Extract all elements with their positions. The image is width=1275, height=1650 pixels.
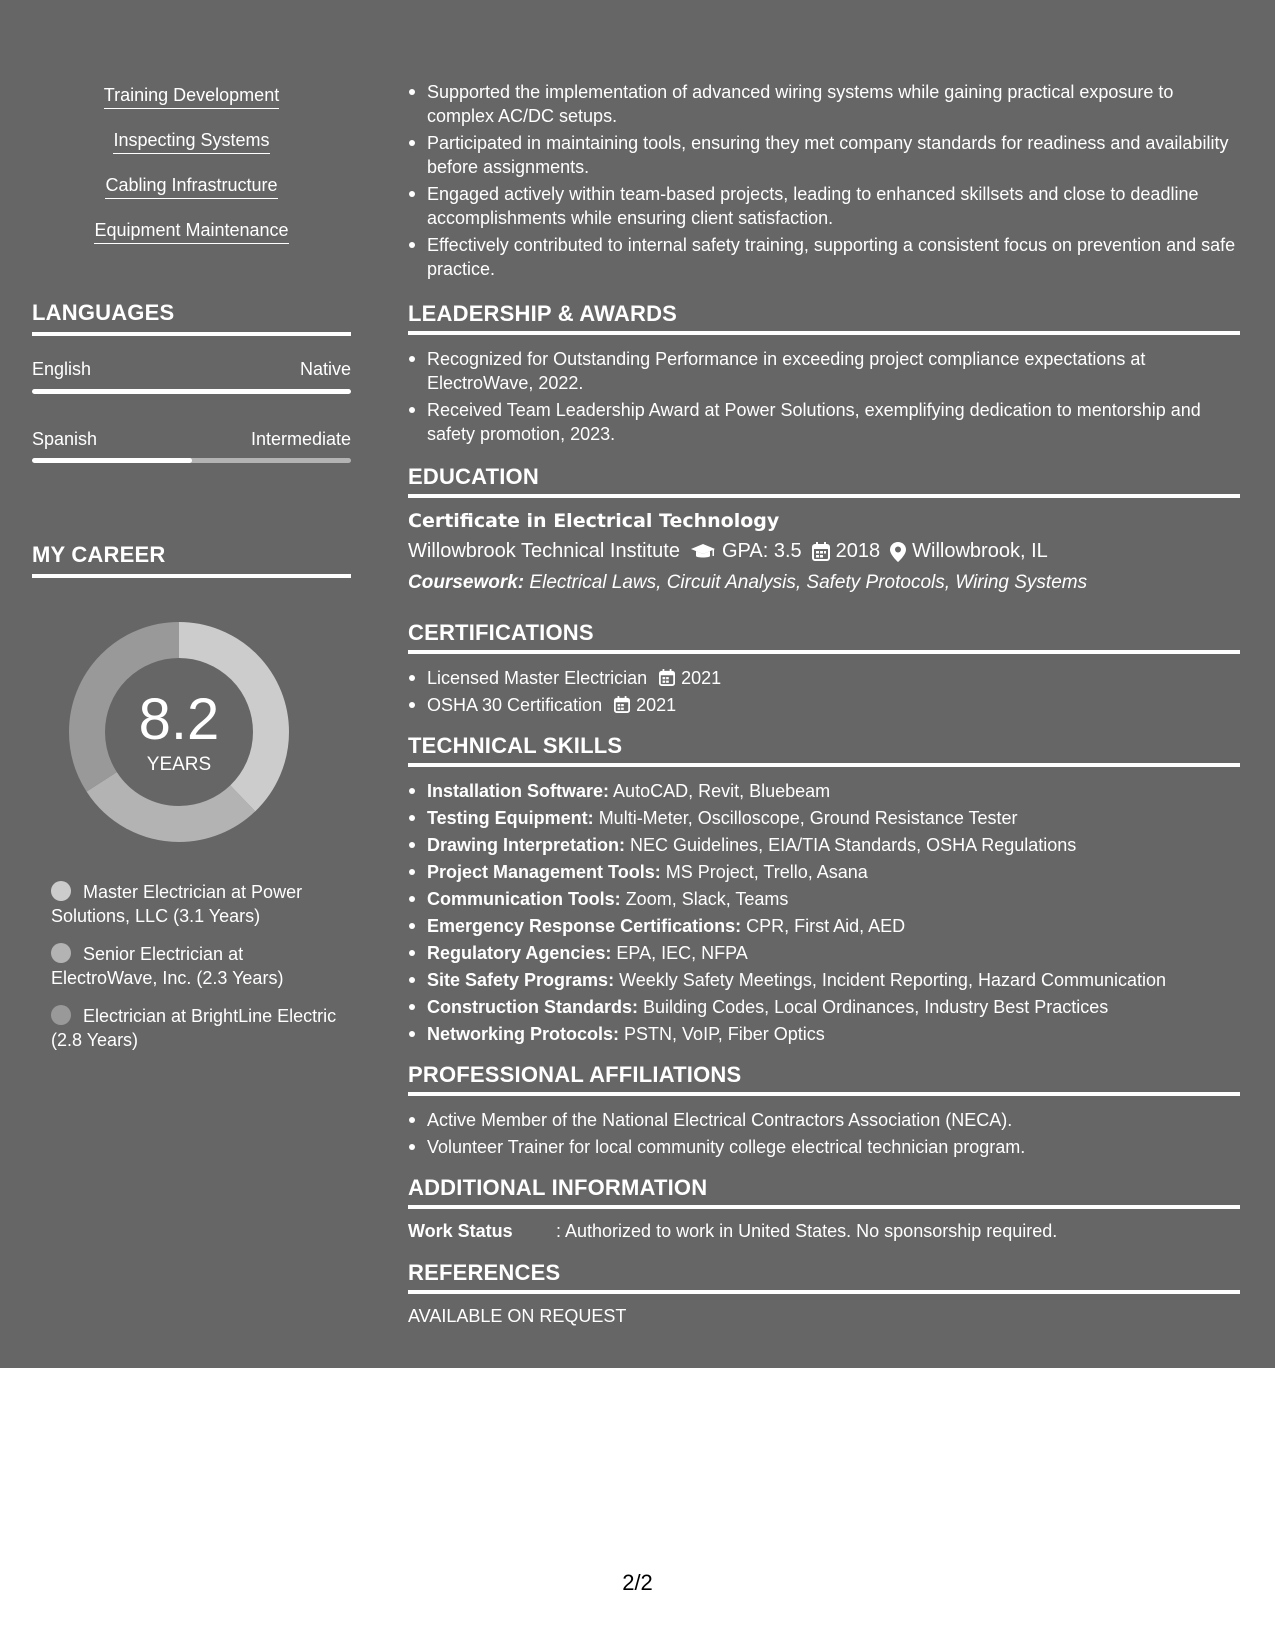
calendar-icon	[614, 696, 630, 713]
skill-tag: Inspecting Systems	[113, 129, 269, 154]
career-dot-icon	[51, 881, 71, 901]
certification-item: OSHA 30 Certification 2021	[408, 693, 1240, 717]
language-row-english	[32, 359, 351, 380]
graduation-cap-icon	[690, 543, 716, 561]
certification-item: Licensed Master Electrician 2021	[408, 666, 1240, 690]
career-total-years: 8.2	[138, 687, 220, 752]
career-dot-icon	[51, 1005, 71, 1025]
list-item: Testing Equipment: Multi-Meter, Oscilloscope, Ground Resistance Tester	[408, 806, 1240, 830]
career-dot-icon	[51, 943, 71, 963]
skill-tag: Training Development	[104, 84, 279, 109]
list-item: Site Safety Programs: Weekly Safety Meetings, Incident Reporting, Hazard Communication	[408, 968, 1240, 992]
section-title-technical-skills: TECHNICAL SKILLS	[408, 733, 1240, 767]
list-item: Communication Tools: Zoom, Slack, Teams	[408, 887, 1240, 911]
list-item: Effectively contributed to internal safety training, supporting a consistent focus on prevention and safe practice.	[408, 233, 1240, 281]
list-item: Supported the implementation of advanced wiring systems while gaining practical exposure to complex AC/DC setups.	[408, 80, 1240, 128]
experience-bullets	[408, 80, 1240, 281]
language-level: Native	[299, 359, 351, 379]
right-column	[408, 80, 1240, 1327]
coursework-label: Coursework:	[408, 572, 525, 593]
page-number: 2/2	[622, 1570, 653, 1595]
section-title-leadership: LEADERSHIP & AWARDS	[408, 301, 1240, 335]
affiliations-list	[408, 1108, 1240, 1159]
list-item: Recognized for Outstanding Performance in exceeding project compliance expectations at ElectroWave, 2022.	[408, 347, 1240, 395]
language-name: English	[32, 359, 92, 379]
career-list	[51, 880, 341, 1066]
calendar-icon	[659, 669, 675, 686]
education-gpa: GPA: 3.5	[721, 540, 802, 562]
career-item: Electrician at BrightLine Electric (2.8 Years)	[51, 1006, 337, 1050]
education-degree: Certificate in Electrical Technology	[408, 510, 780, 532]
additional-key: Work Status	[408, 1221, 513, 1241]
skills-tag-list	[32, 84, 351, 264]
list-item: Project Management Tools: MS Project, Trello, Asana	[408, 860, 1240, 884]
section-title-affiliations: PROFESSIONAL AFFILIATIONS	[408, 1062, 1240, 1096]
languages-title: LANGUAGES	[32, 300, 351, 336]
education-details	[408, 540, 1240, 563]
list-item: Construction Standards: Building Codes, Local Ordinances, Industry Best Practices	[408, 995, 1240, 1019]
references-text: AVAILABLE ON REQUEST	[408, 1306, 627, 1326]
additional-value: : Authorized to work in United States. No sponsorship required.	[556, 1221, 1058, 1241]
coursework-text: Electrical Laws, Circuit Analysis, Safety Protocols, Wiring Systems	[529, 572, 1088, 593]
certifications-list	[408, 666, 1240, 717]
language-bar-spanish	[32, 458, 351, 463]
career-item: Master Electrician at Power Solutions, LLC (3.1 Years)	[51, 882, 303, 926]
education-year: 2018	[835, 540, 881, 562]
education-coursework	[408, 572, 1240, 594]
list-item: Emergency Response Certifications: CPR, First Aid, AED	[408, 914, 1240, 938]
list-item: Engaged actively within team-based projects, leading to enhanced skillsets and close to deadline accomplishments while ensuring client satisfaction.	[408, 182, 1240, 230]
location-pin-icon	[890, 542, 906, 562]
language-name: Spanish	[32, 429, 98, 449]
language-bar-fill	[32, 458, 192, 463]
leadership-list	[408, 347, 1240, 446]
career-total-unit: YEARS	[146, 754, 212, 775]
list-item: Active Member of the National Electrical Contractors Association (NECA).	[408, 1108, 1240, 1132]
section-title-education: EDUCATION	[408, 464, 1240, 498]
list-item: Drawing Interpretation: NEC Guidelines, EIA/TIA Standards, OSHA Regulations	[408, 833, 1240, 857]
list-item: Received Team Leadership Award at Power Solutions, exemplifying dedication to mentorship and safety promotion, 2023.	[408, 398, 1240, 446]
list-item: Participated in maintaining tools, ensuring they met company standards for readiness and availability before assignments.	[408, 131, 1240, 179]
list-item: Installation Software: AutoCAD, Revit, Bluebeam	[408, 779, 1240, 803]
language-level: Intermediate	[250, 429, 351, 449]
section-title-additional: ADDITIONAL INFORMATION	[408, 1175, 1240, 1209]
section-title-references: REFERENCES	[408, 1260, 1240, 1294]
education-location: Willowbrook, IL	[912, 540, 1048, 562]
list-item: Networking Protocols: PSTN, VoIP, Fiber Optics	[408, 1022, 1240, 1046]
list-item: Volunteer Trainer for local community college electrical technician program.	[408, 1135, 1240, 1159]
calendar-icon	[812, 542, 830, 561]
left-column	[32, 84, 351, 264]
technical-skills-list	[408, 779, 1240, 1046]
career-title: MY CAREER	[32, 542, 351, 578]
skill-tag: Cabling Infrastructure	[105, 174, 277, 199]
language-bar-english	[32, 389, 351, 394]
section-title-certifications: CERTIFICATIONS	[408, 620, 1240, 654]
skill-tag: Equipment Maintenance	[94, 219, 288, 244]
language-row-spanish	[32, 429, 351, 450]
career-item: Senior Electrician at ElectroWave, Inc. (2.3 Years)	[51, 944, 284, 988]
list-item: Regulatory Agencies: EPA, IEC, NFPA	[408, 941, 1240, 965]
language-bar-fill	[32, 389, 351, 394]
education-school: Willowbrook Technical Institute	[408, 540, 680, 562]
additional-info-row	[408, 1221, 1240, 1242]
